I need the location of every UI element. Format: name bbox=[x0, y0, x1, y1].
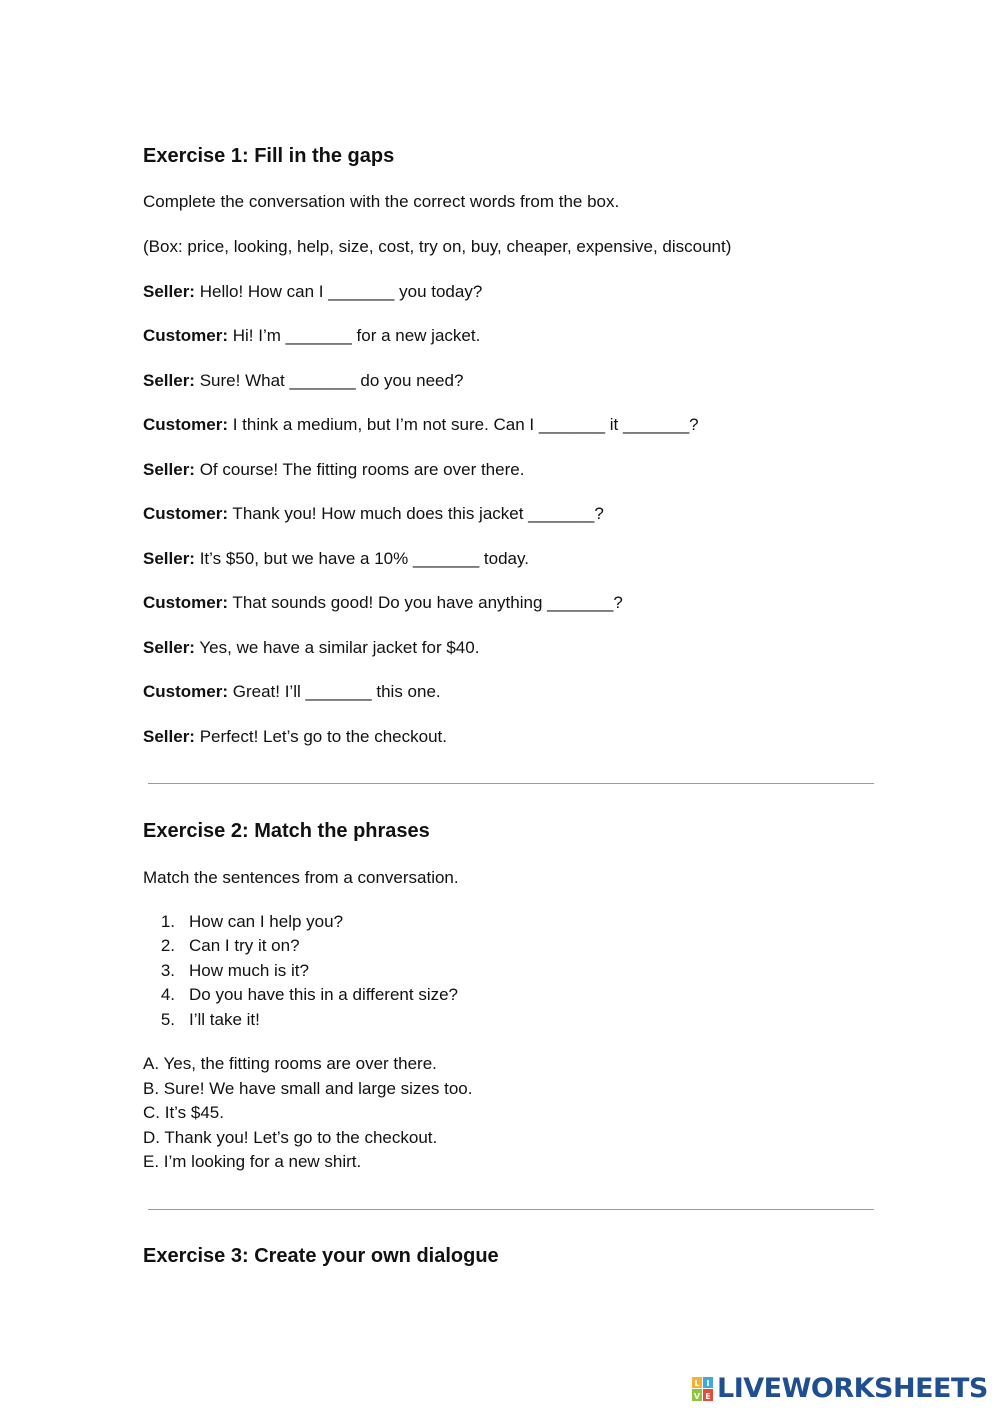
exercise-2-instruction: Match the sentences from a conversation. bbox=[143, 868, 459, 887]
question-number: 4. bbox=[160, 985, 175, 1004]
speaker-label: Seller: bbox=[143, 549, 195, 568]
dialogue-text: That sounds good! Do you have anything _______? bbox=[228, 593, 623, 612]
dialogue-text: Perfect! Let’s go to the checkout. bbox=[194, 727, 447, 746]
exercise-2-title: Exercise 2: Match the phrases bbox=[143, 820, 430, 842]
speaker-label: Seller: bbox=[143, 638, 195, 657]
dialogue-text: Hi! I’m _______ for a new jacket. bbox=[228, 326, 481, 345]
question-item bbox=[143, 1009, 260, 1031]
dialogue-line bbox=[143, 592, 623, 614]
section-divider bbox=[148, 1209, 874, 1210]
exercise-1-title: Exercise 1: Fill in the gaps bbox=[143, 145, 395, 167]
question-number: 3. bbox=[160, 961, 175, 980]
dialogue-line bbox=[143, 281, 482, 303]
svg-text:L: L bbox=[694, 1379, 700, 1388]
question-text: How much is it? bbox=[189, 961, 309, 980]
liveworksheets-logo-icon bbox=[692, 1376, 714, 1402]
question-number: 1. bbox=[160, 912, 175, 931]
question-number: 2. bbox=[160, 936, 175, 955]
speaker-label: Seller: bbox=[143, 727, 195, 746]
speaker-label: Customer: bbox=[143, 415, 229, 434]
question-text: How can I help you? bbox=[189, 912, 344, 931]
dialogue-text: Yes, we have a similar jacket for $40. bbox=[194, 638, 480, 657]
speaker-label: Seller: bbox=[143, 460, 195, 479]
dialogue-line bbox=[143, 726, 447, 748]
answer-item: B. Sure! We have small and large sizes too. bbox=[143, 1079, 473, 1098]
speaker-label: Seller: bbox=[143, 371, 195, 390]
dialogue-line bbox=[143, 681, 441, 703]
dialogue-text: Of course! The fitting rooms are over there. bbox=[194, 460, 525, 479]
exercise-3-title: Exercise 3: Create your own dialogue bbox=[143, 1245, 499, 1267]
speaker-label: Seller: bbox=[143, 282, 195, 301]
question-text: Can I try it on? bbox=[189, 936, 300, 955]
dialogue-line bbox=[143, 548, 529, 570]
section-divider bbox=[148, 783, 874, 784]
speaker-label: Customer: bbox=[143, 326, 229, 345]
dialogue-line bbox=[143, 637, 479, 659]
exercise-1-instruction: Complete the conversation with the correct words from the box. bbox=[143, 192, 620, 211]
liveworksheets-logo[interactable] bbox=[692, 1374, 988, 1404]
speaker-label: Customer: bbox=[143, 504, 229, 523]
svg-text:E: E bbox=[705, 1392, 711, 1401]
dialogue-text: I think a medium, but I’m not sure. Can I _______ it _______? bbox=[228, 415, 699, 434]
answer-item: A. Yes, the fitting rooms are over there. bbox=[143, 1054, 437, 1073]
dialogue-text: Thank you! How much does this jacket _______? bbox=[228, 504, 604, 523]
dialogue-text: It’s $50, but we have a 10% _______ today. bbox=[194, 549, 529, 568]
question-text: Do you have this in a different size? bbox=[189, 985, 459, 1004]
dialogue-line bbox=[143, 370, 463, 392]
dialogue-line bbox=[143, 459, 524, 481]
dialogue-line bbox=[143, 503, 604, 525]
dialogue-line bbox=[143, 414, 699, 436]
answer-item: C. It’s $45. bbox=[143, 1103, 224, 1122]
dialogue-line bbox=[143, 325, 480, 347]
word-box: (Box: price, looking, help, size, cost, try on, buy, cheaper, expensive, discount) bbox=[143, 237, 732, 256]
question-number: 5. bbox=[160, 1010, 175, 1029]
dialogue-text: Great! I’ll _______ this one. bbox=[228, 682, 441, 701]
dialogue-text: Hello! How can I _______ you today? bbox=[194, 282, 483, 301]
logo-text: LIVEWORKSHEETS bbox=[717, 1373, 988, 1404]
speaker-label: Customer: bbox=[143, 593, 229, 612]
svg-text:I: I bbox=[706, 1379, 710, 1388]
svg-text:V: V bbox=[693, 1392, 701, 1401]
answer-item: D. Thank you! Let’s go to the checkout. bbox=[143, 1128, 438, 1147]
question-item bbox=[143, 960, 309, 982]
question-item bbox=[143, 935, 300, 957]
question-item bbox=[143, 911, 343, 933]
answer-item: E. I’m looking for a new shirt. bbox=[143, 1152, 362, 1171]
speaker-label: Customer: bbox=[143, 682, 229, 701]
question-text: I’ll take it! bbox=[189, 1010, 260, 1029]
dialogue-text: Sure! What _______ do you need? bbox=[194, 371, 464, 390]
question-item bbox=[143, 984, 458, 1006]
